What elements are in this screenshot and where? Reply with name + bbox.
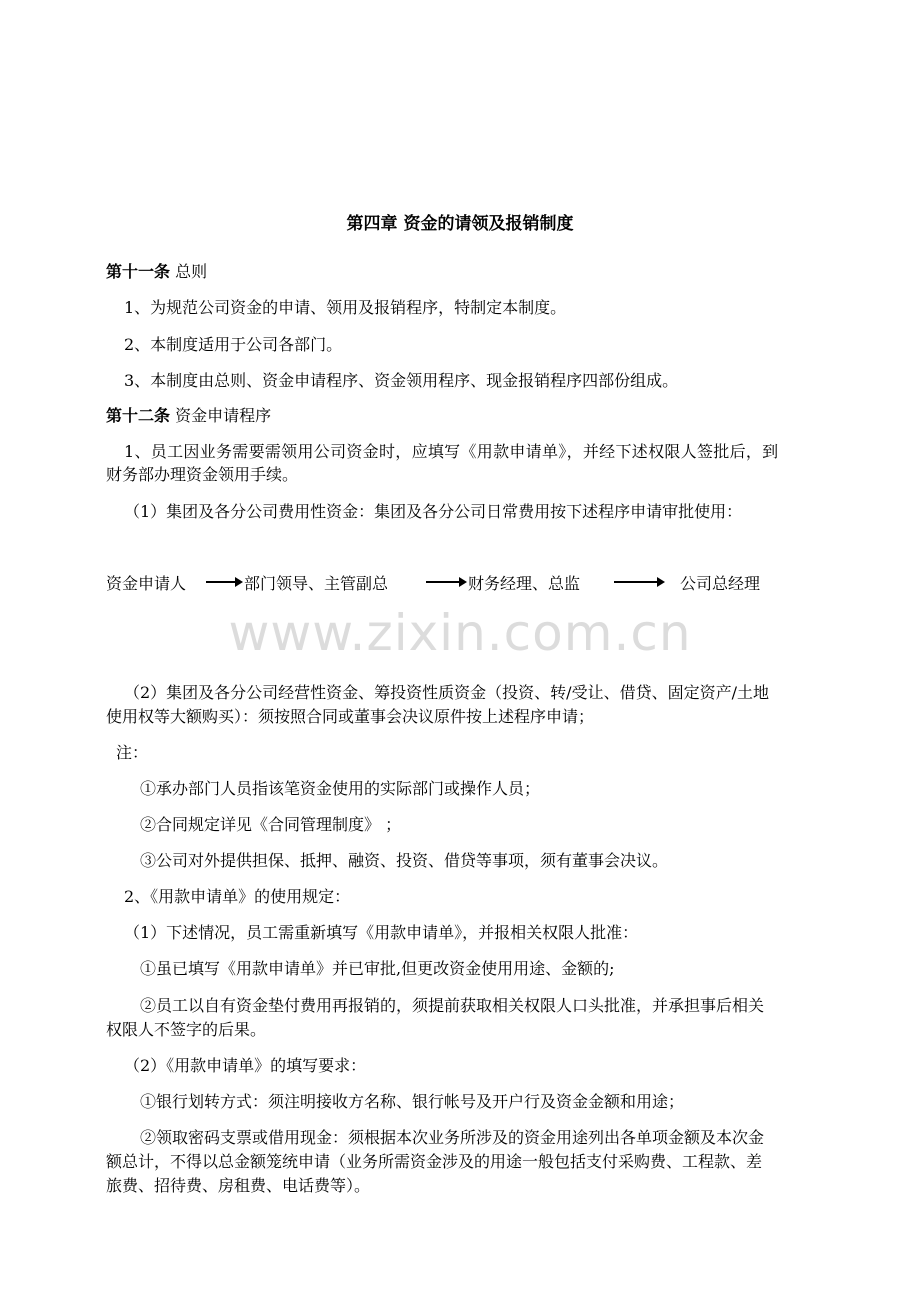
paragraph-1-2-line-1: （2）集团及各分公司经营性资金、筹投资性质资金（投资、转/受让、借贷、固定资产/土地 — [124, 683, 769, 702]
article-12-heading — [106, 403, 271, 426]
paragraph-2-1-b-line-2: 权限人不签字的后果。 — [106, 1020, 267, 1039]
article-11-item-3: 3、本制度由总则、资金申请程序、资金领用程序、现金报销程序四部份组成。 — [124, 371, 679, 390]
note-1: ①承办部门人员指该笔资金使用的实际部门或操作人员； — [140, 779, 541, 798]
paragraph-2: 2、《用款申请单》的使用规定： — [124, 887, 351, 906]
arrow-right-icon — [426, 581, 460, 583]
article-11-label: 第十一条 — [106, 262, 171, 281]
article-11-heading — [106, 259, 207, 282]
watermark: www.zixin.com.cn — [228, 604, 692, 662]
article-11-title: 总则 — [175, 262, 208, 281]
paragraph-2-1-b-line-1: ②员工以自有资金垫付费用再报销的，须提前获取相关权限人口头批准，并承担事后相关 — [140, 996, 765, 1015]
arrow-right-icon — [206, 581, 236, 583]
paragraph-2-2-b-line-3: 旅费、招待费、房租费、电话费等）。 — [106, 1176, 371, 1195]
paragraph-1-line-1: 1、员工因业务需要需领用公司资金时，应填写《用款申请单》，并经下述权限人签批后，到 — [124, 442, 779, 461]
paragraph-2-1: （1）下述情况，员工需重新填写《用款申请单》，并报相关权限人批准： — [124, 923, 639, 942]
article-12-title: 资金申请程序 — [175, 406, 272, 425]
flow-step-gm: 公司总经理 — [680, 574, 761, 593]
paragraph-2-2-b-line-1: ②领取密码支票或借用现金：须根据本次业务所涉及的资金用途列出各单项金额及本次金 — [140, 1128, 765, 1147]
paragraph-2-2-b-line-2: 额总计，不得以总金额笼统申请（业务所需资金涉及的用途一般包括支付采购费、工程款、差 — [106, 1152, 763, 1171]
paragraph-2-2: （2）《用款申请单》的填写要求： — [124, 1056, 367, 1075]
paragraph-2-1-a: ①虽已填写《用款申请单》并已审批,但更改资金使用用途、金额的; — [140, 959, 615, 978]
paragraph-1-line-2: 财务部办理资金领用手续。 — [106, 465, 299, 484]
article-11-item-1: 1、为规范公司资金的申请、领用及报销程序，特制定本制度。 — [124, 298, 567, 317]
paragraph-1-2-line-2: 使用权等大额购买）：须按照合同或董事会决议原件按上述程序申请； — [106, 707, 595, 726]
note-2: ②合同规定详见《合同管理制度》 ； — [140, 815, 402, 834]
note-label: 注： — [116, 743, 149, 762]
article-11-item-2: 2、本制度适用于公司各部门。 — [124, 335, 343, 354]
note-3: ③公司对外提供担保、抵押、融资、投资、借贷等事项，须有董事会决议。 — [140, 851, 669, 870]
flow-step-dept-leader: 部门领导、主管副总 — [244, 574, 389, 593]
paragraph-1-1: （1）集团及各分公司费用性资金：集团及各分公司日常费用按下述程序申请审批使用： — [124, 502, 743, 521]
arrow-right-icon — [614, 581, 658, 583]
article-12-label: 第十二条 — [106, 406, 171, 425]
chapter-title: 第四章 资金的请领及报销制度 — [346, 214, 574, 234]
flow-step-finance: 财务经理、总监 — [468, 574, 581, 593]
flow-step-applicant: 资金申请人 — [106, 574, 187, 593]
paragraph-2-2-a: ①银行划转方式：须注明接收方名称、银行帐号及开户行及资金金额和用途； — [140, 1092, 685, 1111]
